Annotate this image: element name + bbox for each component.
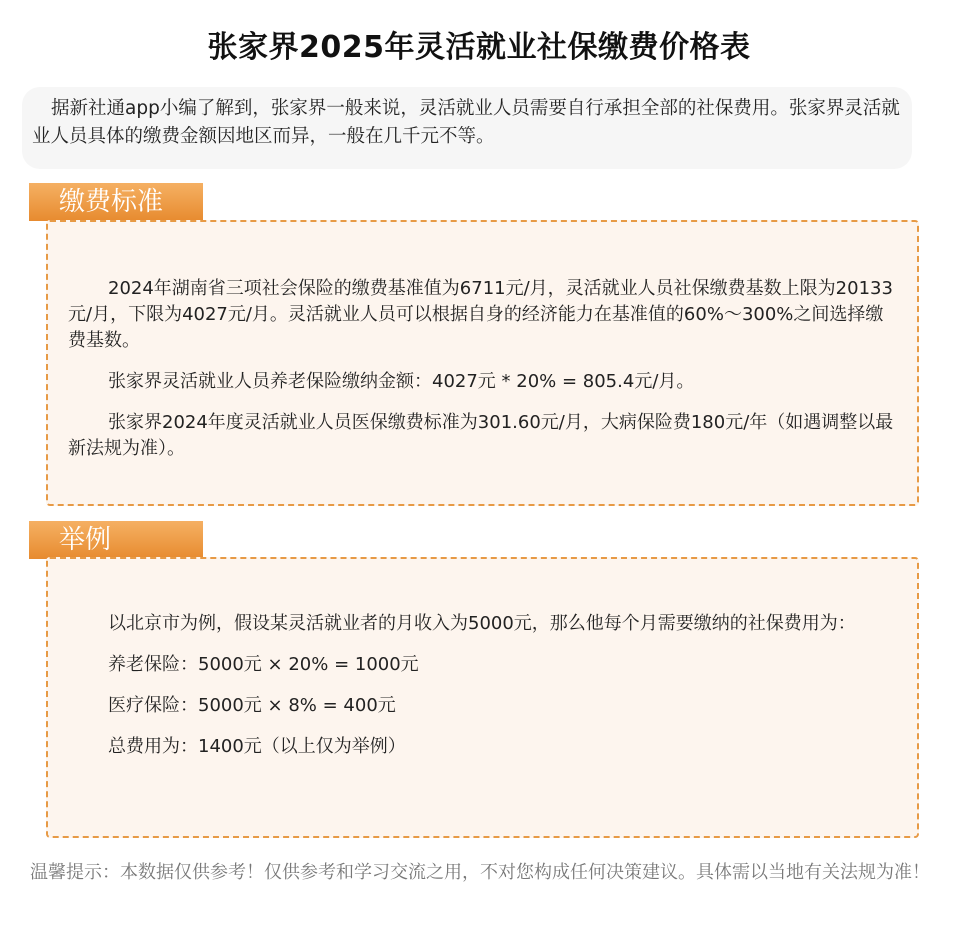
page-title: 张家界2025年灵活就业社保缴费价格表 xyxy=(207,30,751,65)
section-heading-example: 举例 xyxy=(29,521,203,559)
paragraph: 养老保险：5000元 × 20% = 1000元 xyxy=(108,654,419,675)
section-fee-standard xyxy=(46,220,919,506)
paragraph: 张家界灵活就业人员养老保险缴纳金额：4027元 * 20% = 805.4元/月。 xyxy=(108,371,695,392)
footer-disclaimer: 温馨提示：本数据仅供参考！仅供参考和学习交流之用，不对您构成任何决策建议。具体需以当地有关法规为准！ xyxy=(30,862,930,883)
paragraph: 总费用为：1400元（以上仅为举例） xyxy=(108,736,406,757)
section-example xyxy=(46,557,919,838)
paragraph: 张家界2024年度灵活就业人员医保缴费标准为301.60元/月，大病保险费180元/年（如遇调整以最新法规为准）。 xyxy=(68,412,894,459)
paragraph: 2024年湖南省三项社会保险的缴费基准值为6711元/月，灵活就业人员社保缴费基数上限为20133元/月，下限为4027元/月。灵活就业人员可以根据自身的经济能力在基准值的60%～300%之间选择缴费基数。 xyxy=(68,278,893,351)
intro-box xyxy=(22,87,912,169)
section-heading-fee-standard: 缴费标准 xyxy=(29,183,203,221)
paragraph: 以北京市为例，假设某灵活就业者的月收入为5000元，那么他每个月需要缴纳的社保费用为： xyxy=(108,613,856,634)
paragraph: 医疗保险：5000元 × 8% = 400元 xyxy=(108,695,396,716)
intro-text: 据新社通app小编了解到，张家界一般来说，灵活就业人员需要自行承担全部的社保费用。张家界灵活就业人员具体的缴费金额因地区而异，一般在几千元不等。 xyxy=(32,98,900,147)
